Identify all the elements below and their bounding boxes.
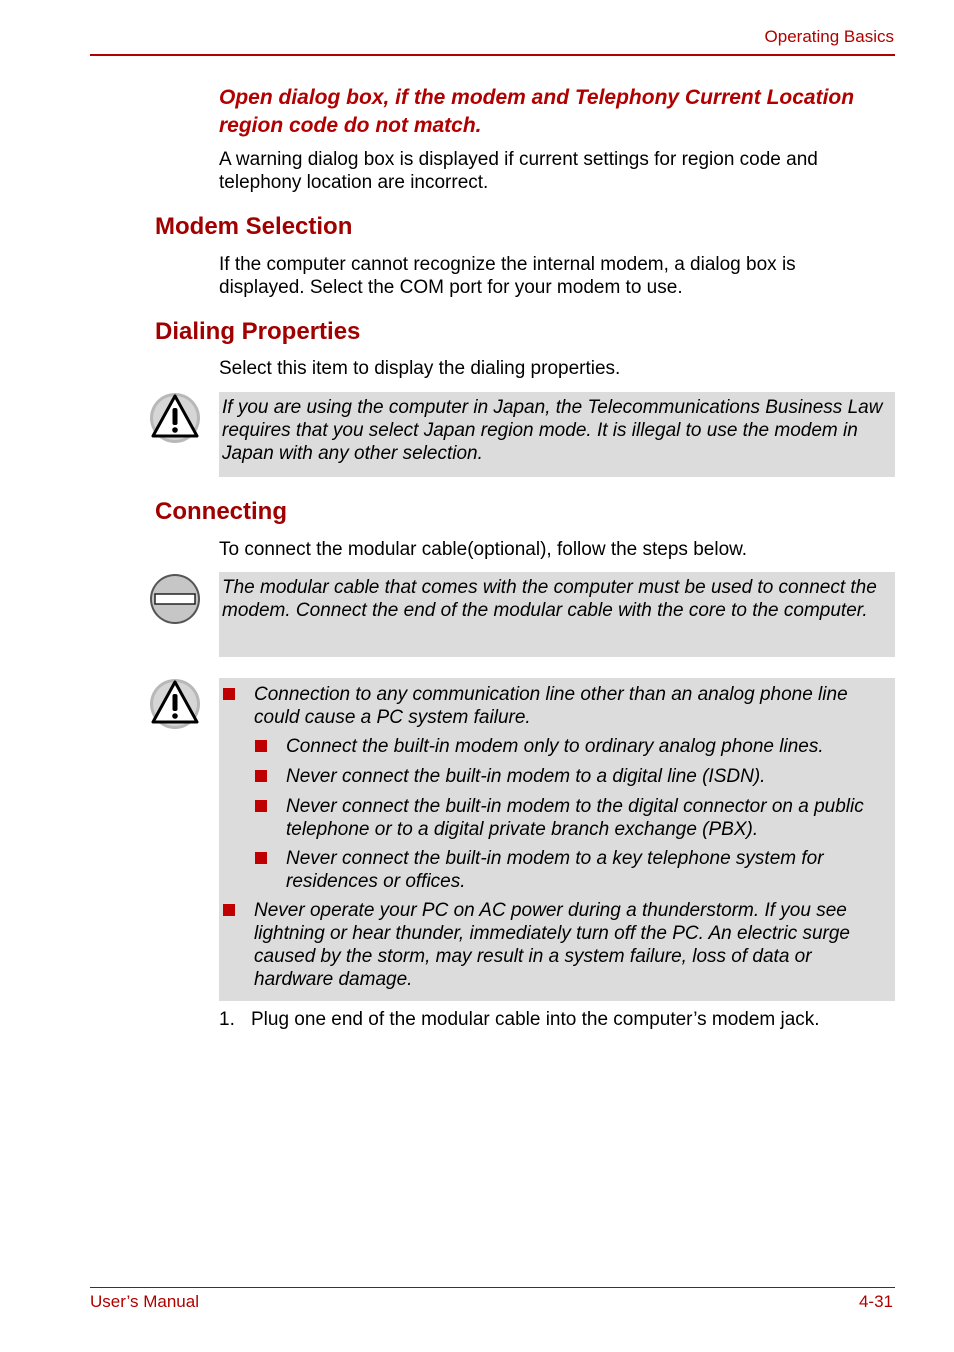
footer-rule [90,1287,895,1288]
bullet-square [223,904,235,916]
bullet-square [255,740,267,752]
no-entry-icon [149,573,201,625]
subheading: Open dialog box, if the modem and Telephony Current Location region code do not match. [219,86,855,137]
caution-triangle-icon [149,392,201,444]
dialing-properties-heading: Dialing Properties [155,318,361,345]
warning-subbullet-4: Never connect the built-in modem to a key telephone system for residences or offices. [286,848,824,892]
warning-bullet-1: Connection to any communication line other than an analog phone line could cause a PC system failure. [254,684,848,728]
bullet-square [255,770,267,782]
footer-manual-title: User’s Manual [90,1292,199,1311]
warning-subbullet-2: Never connect the built-in modem to a digital line (ISDN). [286,766,766,787]
step-1: Plug one end of the modular cable into the computer’s modem jack. [251,1009,820,1030]
dialing-properties-text: Select this item to display the dialing properties. [219,358,621,379]
warning-paragraph: A warning dialog box is displayed if current settings for region code and telephony location are incorrect. [219,149,818,193]
running-header: Operating Basics [764,27,894,46]
connection-warning-box [219,678,895,1001]
caution-triangle-icon [149,678,201,730]
header-rule [90,54,895,56]
modem-selection-text: If the computer cannot recognize the internal modem, a dialog box is displayed. Select the COM port for your modem to use. [219,254,796,298]
connecting-heading: Connecting [155,498,287,525]
step-number: 1. [219,1009,235,1030]
bullet-square [223,688,235,700]
connecting-text: To connect the modular cable(optional), follow the steps below. [219,539,748,560]
warning-subbullet-1: Connect the built-in modem only to ordinary analog phone lines. [286,736,824,757]
bullet-square [255,852,267,864]
modular-cable-note: The modular cable that comes with the computer must be used to connect the modem. Connect the end of the modular cable with the core to the computer. [219,572,895,657]
warning-bullet-2: Never operate your PC on AC power during a thunderstorm. If you see lightning or hear thunder, immediately turn off the PC. An electric surge caused by the storm, may result in a system failure, loss of data or hardware damage. [254,900,850,990]
japan-law-note: If you are using the computer in Japan, the Telecommunications Business Law requires that you select Japan region mode. It is illegal to use the modem in Japan with any other selection. [219,392,895,477]
warning-subbullet-3: Never connect the built-in modem to the digital connector on a public telephone or to a digital private branch exchange (PBX). [286,796,864,840]
bullet-square [255,800,267,812]
modem-selection-heading: Modem Selection [155,213,353,240]
page-number: 4-31 [858,1292,893,1311]
